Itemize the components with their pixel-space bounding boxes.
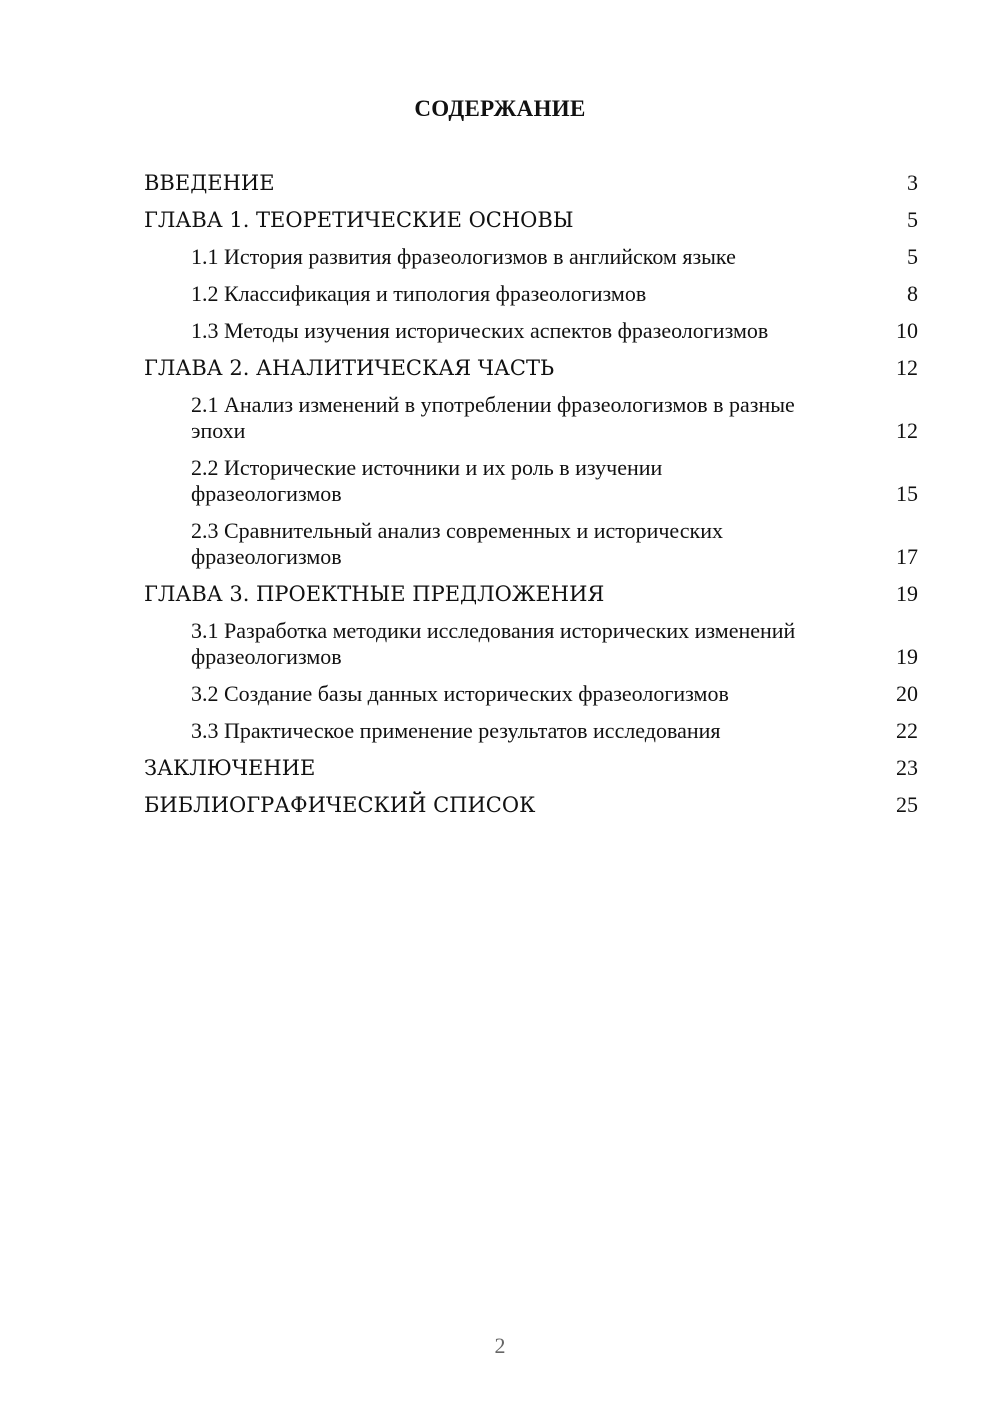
toc-entry-section-2-3[interactable]: [144, 518, 918, 570]
toc-entry-chapter-1[interactable]: [144, 207, 918, 233]
toc-entry-section-2-1[interactable]: [144, 392, 918, 444]
toc-entry-label: 2.3 Сравнительный анализ современных и исторических фразеологизмов: [191, 518, 723, 569]
toc-entry-page: 19: [896, 644, 918, 669]
toc-entry-section-1-3[interactable]: [144, 318, 918, 344]
toc-entry-page: 5: [907, 207, 918, 232]
toc-entry-label: 1.3 Методы изучения исторических аспектов фразеологизмов: [191, 318, 769, 343]
toc-entry-section-2-2[interactable]: [144, 455, 918, 507]
toc-entry-introduction[interactable]: [144, 170, 918, 196]
toc-entry-page: 12: [896, 418, 918, 443]
toc-entry-page: 20: [896, 681, 918, 706]
table-of-contents: [144, 170, 918, 818]
toc-entry-page: 8: [907, 281, 918, 306]
toc-entry-label: ВВЕДЕНИЕ: [144, 171, 275, 195]
toc-entry-page: 25: [896, 792, 918, 817]
page-title: СОДЕРЖАНИЕ: [414, 96, 586, 121]
toc-entry-label: 2.1 Анализ изменений в употреблении фразеологизмов в разные эпохи: [191, 392, 795, 443]
toc-entry-label: 3.3 Практическое применение результатов исследования: [191, 718, 721, 743]
toc-entry-label: ГЛАВА 2. АНАЛИТИЧЕСКАЯ ЧАСТЬ: [144, 356, 555, 380]
toc-entry-label: 3.1 Разработка методики исследования исторических изменений фразеологизмов: [191, 618, 796, 669]
toc-entry-page: 17: [896, 544, 918, 569]
toc-entry-page: 10: [896, 318, 918, 343]
toc-entry-conclusion[interactable]: [144, 755, 918, 781]
toc-entry-label: ЗАКЛЮЧЕНИЕ: [144, 756, 316, 780]
toc-entry-chapter-2[interactable]: [144, 355, 918, 381]
toc-entry-page: 23: [896, 755, 918, 780]
toc-entry-label: 1.1 История развития фразеологизмов в английском языке: [191, 244, 736, 269]
toc-entry-label: 2.2 Исторические источники и их роль в изучении фразеологизмов: [191, 455, 663, 506]
toc-entry-section-3-3[interactable]: [144, 718, 918, 744]
toc-entry-label: ГЛАВА 3. ПРОЕКТНЫЕ ПРЕДЛОЖЕНИЯ: [144, 582, 605, 606]
toc-entry-label: 1.2 Классификация и типология фразеологизмов: [191, 281, 647, 306]
toc-entry-chapter-3[interactable]: [144, 581, 918, 607]
page-number: 2: [494, 1333, 506, 1358]
toc-entry-section-3-2[interactable]: [144, 681, 918, 707]
toc-entry-label: ГЛАВА 1. ТЕОРЕТИЧЕСКИЕ ОСНОВЫ: [144, 208, 574, 232]
toc-entry-label: БИБЛИОГРАФИЧЕСКИЙ СПИСОК: [144, 793, 536, 817]
toc-entry-page: 22: [896, 718, 918, 743]
toc-entry-section-1-2[interactable]: [144, 281, 918, 307]
toc-entry-page: 5: [907, 244, 918, 269]
toc-entry-section-1-1[interactable]: [144, 244, 918, 270]
toc-entry-page: 3: [907, 170, 918, 195]
toc-entry-page: 12: [896, 355, 918, 380]
toc-entry-label: 3.2 Создание базы данных исторических фразеологизмов: [191, 681, 729, 706]
toc-entry-section-3-1[interactable]: [144, 618, 918, 670]
toc-entry-page: 15: [896, 481, 918, 506]
toc-entry-bibliography[interactable]: [144, 792, 918, 818]
toc-entry-page: 19: [896, 581, 918, 606]
